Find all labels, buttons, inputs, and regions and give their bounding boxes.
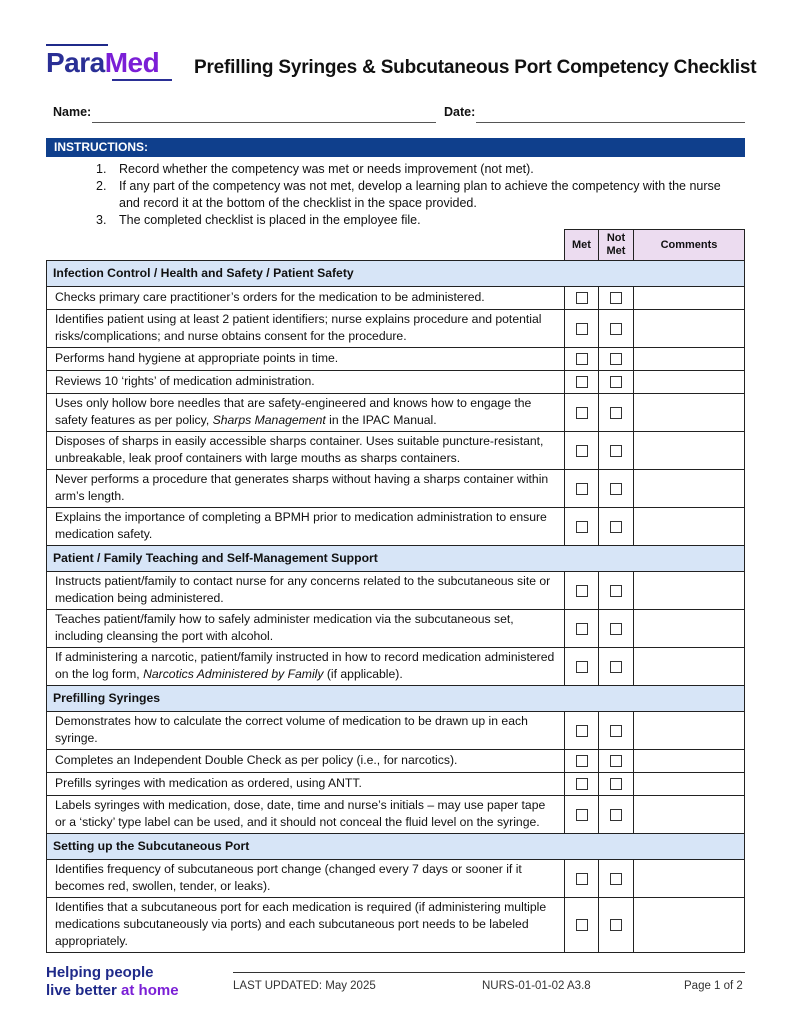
competency-text: Labels syringes with medication, dose, date, time and nurse’s initials – may use paper tape or a ‘sticky’ type label can be used, and it should not conceal the fluid level on the syringe. xyxy=(47,796,565,834)
comments-cell[interactable] xyxy=(634,712,745,750)
not-met-checkbox[interactable] xyxy=(610,919,622,931)
not-met-cell xyxy=(599,394,634,432)
comments-cell[interactable] xyxy=(634,394,745,432)
page-title: Prefilling Syringes & Subcutaneous Port Competency Checklist xyxy=(194,57,757,78)
not-met-cell xyxy=(599,432,634,470)
not-met-checkbox[interactable] xyxy=(610,292,622,304)
met-cell xyxy=(565,310,599,348)
not-met-column-header: Not Met xyxy=(599,230,634,261)
section-title: Patient / Family Teaching and Self-Management Support xyxy=(47,546,745,572)
not-met-checkbox[interactable] xyxy=(610,585,622,597)
section-row xyxy=(47,546,745,572)
comments-cell[interactable] xyxy=(634,470,745,508)
comments-cell[interactable] xyxy=(634,750,745,773)
comments-cell[interactable] xyxy=(634,796,745,834)
not-met-cell xyxy=(599,310,634,348)
last-updated: LAST UPDATED: May 2025 xyxy=(233,980,376,992)
table-row xyxy=(47,572,745,610)
met-column-header: Met xyxy=(565,230,599,261)
competency-text: Explains the importance of completing a BPMH prior to medication administration to ensure medication safety. xyxy=(47,508,565,546)
table-row xyxy=(47,371,745,394)
table-row xyxy=(47,610,745,648)
not-met-checkbox[interactable] xyxy=(610,873,622,885)
logo-med: Med xyxy=(104,47,160,78)
not-met-cell xyxy=(599,750,634,773)
competency-text: Reviews 10 ‘rights’ of medication administration. xyxy=(47,371,565,394)
table-row xyxy=(47,773,745,796)
met-checkbox[interactable] xyxy=(576,873,588,885)
name-field[interactable] xyxy=(92,122,436,123)
competency-text: Checks primary care practitioner’s orders for the medication to be administered. xyxy=(47,287,565,310)
tagline-part: live better xyxy=(46,982,122,999)
competency-text xyxy=(47,648,565,686)
not-met-checkbox[interactable] xyxy=(610,755,622,767)
met-cell xyxy=(565,508,599,546)
not-met-checkbox[interactable] xyxy=(610,661,622,673)
footer-tagline xyxy=(46,964,179,1000)
table-row xyxy=(47,432,745,470)
met-checkbox[interactable] xyxy=(576,623,588,635)
not-met-checkbox[interactable] xyxy=(610,376,622,388)
met-checkbox[interactable] xyxy=(576,755,588,767)
instruction-number: 1. xyxy=(96,162,107,176)
comments-cell[interactable] xyxy=(634,348,745,371)
met-cell xyxy=(565,287,599,310)
instruction-number: 3. xyxy=(96,213,107,227)
instruction-item xyxy=(96,178,736,212)
not-met-checkbox[interactable] xyxy=(610,353,622,365)
table-row xyxy=(47,712,745,750)
competency-text xyxy=(47,394,565,432)
met-cell xyxy=(565,750,599,773)
not-met-cell xyxy=(599,712,634,750)
logo-wordmark xyxy=(46,48,159,78)
competency-text: Never performs a procedure that generates sharps without having a sharps container within arm’s length. xyxy=(47,470,565,508)
met-cell xyxy=(565,432,599,470)
competency-text: Teaches patient/family how to safely administer medication via the subcutaneous set, including cleansing the port with alcohol. xyxy=(47,610,565,648)
met-cell xyxy=(565,572,599,610)
comments-cell[interactable] xyxy=(634,287,745,310)
competency-text: Prefills syringes with medication as ordered, using ANTT. xyxy=(47,773,565,796)
not-met-cell xyxy=(599,508,634,546)
policy-reference: Sharps Management xyxy=(212,413,326,427)
not-met-cell xyxy=(599,773,634,796)
met-checkbox[interactable] xyxy=(576,353,588,365)
not-met-cell xyxy=(599,796,634,834)
comments-column-header: Comments xyxy=(634,230,745,261)
comments-cell[interactable] xyxy=(634,432,745,470)
comments-cell[interactable] xyxy=(634,371,745,394)
competency-text: Completes an Independent Double Check as per policy (i.e., for narcotics). xyxy=(47,750,565,773)
table-row xyxy=(47,648,745,686)
table-row xyxy=(47,348,745,371)
logo-para: Para xyxy=(46,47,105,78)
comments-cell[interactable] xyxy=(634,860,745,898)
competency-text: Identifies frequency of subcutaneous port change (changed every 7 days or sooner if it becomes red, swollen, tender, or leaks). xyxy=(47,860,565,898)
met-cell xyxy=(565,773,599,796)
not-met-checkbox[interactable] xyxy=(610,725,622,737)
date-field[interactable] xyxy=(476,122,745,123)
table-header-row xyxy=(47,230,745,261)
met-checkbox[interactable] xyxy=(576,445,588,457)
table-row xyxy=(47,470,745,508)
competency-text: Demonstrates how to calculate the correct volume of medication to be drawn up in each syringe. xyxy=(47,712,565,750)
met-checkbox[interactable] xyxy=(576,778,588,790)
not-met-cell xyxy=(599,470,634,508)
tagline-accent: at home xyxy=(121,982,179,999)
met-checkbox[interactable] xyxy=(576,585,588,597)
met-checkbox[interactable] xyxy=(576,292,588,304)
met-cell xyxy=(565,898,599,953)
table-row xyxy=(47,750,745,773)
instruction-item xyxy=(96,212,736,229)
section-title: Setting up the Subcutaneous Port xyxy=(47,834,745,860)
instruction-item xyxy=(96,161,736,178)
table-row xyxy=(47,898,745,953)
not-met-cell xyxy=(599,348,634,371)
met-checkbox[interactable] xyxy=(576,661,588,673)
instruction-text: Record whether the competency was met or needs improvement (not met). xyxy=(119,162,534,176)
comments-cell[interactable] xyxy=(634,572,745,610)
competency-text: Performs hand hygiene at appropriate points in time. xyxy=(47,348,565,371)
comments-cell[interactable] xyxy=(634,773,745,796)
tagline-line-1: Helping people xyxy=(46,964,154,981)
table-row xyxy=(47,860,745,898)
form-reference: Narcotics Administered by Family xyxy=(143,667,324,681)
competency-text: Identifies that a subcutaneous port for each medication is required (if administering multiple medications subcutaneously via ports) and each subcutaneous port needs to be labeled appropriately. xyxy=(47,898,565,953)
text-part: Uses only hollow bore needles that are safety-engineered and knows how to engage the safety features as per policy, xyxy=(55,396,532,427)
text-part: (if applicable). xyxy=(323,667,403,681)
table-row xyxy=(47,287,745,310)
logo-bottom-rule xyxy=(112,79,172,81)
instruction-text: If any part of the competency was not met, develop a learning plan to achieve the competency with the nurse and record it at the bottom of the checklist in the space provided. xyxy=(119,179,721,210)
competency-checklist-table xyxy=(46,229,745,953)
not-met-cell xyxy=(599,610,634,648)
met-checkbox[interactable] xyxy=(576,919,588,931)
table-row xyxy=(47,310,745,348)
table-row xyxy=(47,394,745,432)
table-row xyxy=(47,796,745,834)
not-met-checkbox[interactable] xyxy=(610,778,622,790)
not-met-cell xyxy=(599,860,634,898)
logo-top-rule xyxy=(46,44,108,46)
document-code: NURS-01-01-02 A3.8 xyxy=(482,980,591,992)
not-met-checkbox[interactable] xyxy=(610,483,622,495)
blank-header xyxy=(47,230,565,261)
section-row xyxy=(47,834,745,860)
met-checkbox[interactable] xyxy=(576,521,588,533)
met-cell xyxy=(565,860,599,898)
footer-divider xyxy=(233,972,745,973)
table-row xyxy=(47,508,745,546)
not-met-cell xyxy=(599,287,634,310)
not-met-checkbox[interactable] xyxy=(610,623,622,635)
page-number: Page 1 of 2 xyxy=(684,980,743,992)
competency-text: Instructs patient/family to contact nurse for any concerns related to the subcutaneous site or medication being administered. xyxy=(47,572,565,610)
name-label: Name: xyxy=(53,105,92,119)
section-row xyxy=(47,261,745,287)
paramed-logo xyxy=(46,44,174,86)
not-met-cell xyxy=(599,371,634,394)
met-checkbox[interactable] xyxy=(576,483,588,495)
met-cell xyxy=(565,648,599,686)
not-met-checkbox[interactable] xyxy=(610,445,622,457)
met-cell xyxy=(565,470,599,508)
not-met-checkbox[interactable] xyxy=(610,809,622,821)
met-cell xyxy=(565,796,599,834)
section-row xyxy=(47,686,745,712)
date-label: Date: xyxy=(444,105,476,119)
competency-text: Identifies patient using at least 2 patient identifiers; nurse explains procedure and potential risks/complications; and nurse obtains consent for the procedure. xyxy=(47,310,565,348)
instructions-list xyxy=(96,161,736,229)
comments-cell[interactable] xyxy=(634,508,745,546)
comments-cell[interactable] xyxy=(634,898,745,953)
not-met-cell xyxy=(599,572,634,610)
comments-cell[interactable] xyxy=(634,648,745,686)
met-checkbox[interactable] xyxy=(576,725,588,737)
not-met-checkbox[interactable] xyxy=(610,521,622,533)
not-met-checkbox[interactable] xyxy=(610,323,622,335)
text-part: in the IPAC Manual. xyxy=(325,413,437,427)
competency-text: Disposes of sharps in easily accessible sharps container. Uses suitable puncture-resistant, unbreakable, leak proof containers with large mouths as sharps containers. xyxy=(47,432,565,470)
instruction-text: The completed checklist is placed in the employee file. xyxy=(119,213,421,227)
met-checkbox[interactable] xyxy=(576,376,588,388)
section-title: Prefilling Syringes xyxy=(47,686,745,712)
met-cell xyxy=(565,712,599,750)
instructions-heading: INSTRUCTIONS: xyxy=(46,138,745,157)
met-checkbox[interactable] xyxy=(576,407,588,419)
met-cell xyxy=(565,394,599,432)
met-cell xyxy=(565,371,599,394)
tagline-line-2 xyxy=(46,982,179,1000)
met-cell xyxy=(565,610,599,648)
section-title: Infection Control / Health and Safety / Patient Safety xyxy=(47,261,745,287)
comments-cell[interactable] xyxy=(634,610,745,648)
met-checkbox[interactable] xyxy=(576,323,588,335)
text-part: If administering a narcotic, patient/family instructed in how to record medication administered on the log form, xyxy=(55,650,555,681)
met-cell xyxy=(565,348,599,371)
not-met-cell xyxy=(599,648,634,686)
met-checkbox[interactable] xyxy=(576,809,588,821)
not-met-checkbox[interactable] xyxy=(610,407,622,419)
instruction-number: 2. xyxy=(96,179,107,193)
not-met-cell xyxy=(599,898,634,953)
comments-cell[interactable] xyxy=(634,310,745,348)
